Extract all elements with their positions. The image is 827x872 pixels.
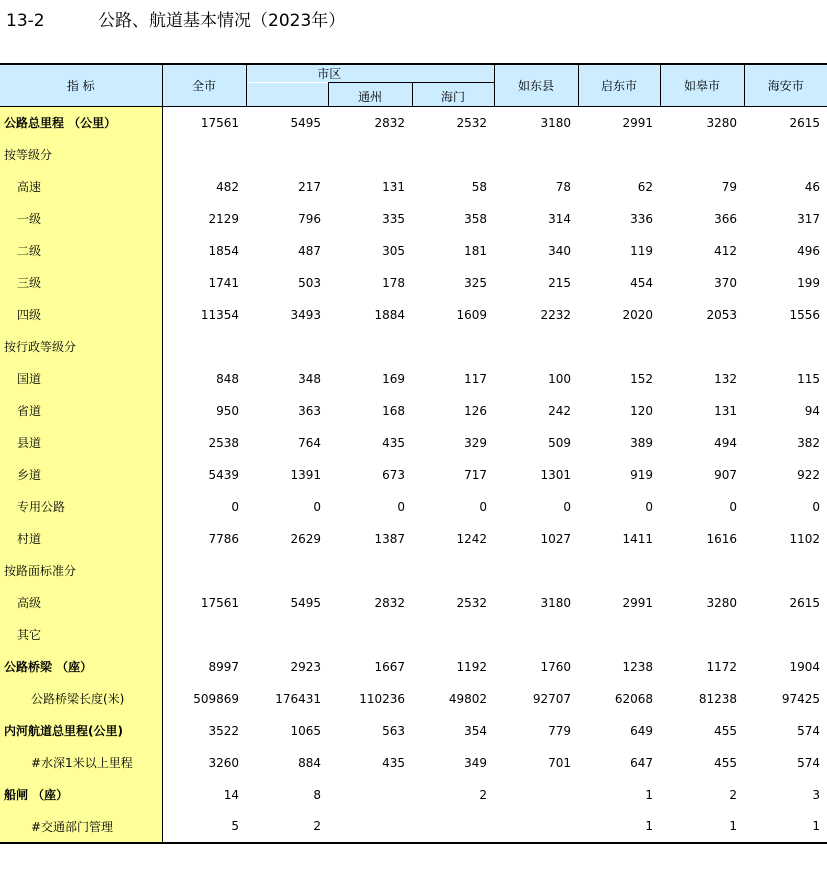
cell-value: 1609 <box>456 307 488 322</box>
row-label: #交通部门管理 <box>0 811 162 843</box>
table-row <box>0 523 827 555</box>
cell-value: 509 <box>548 435 572 450</box>
cell-value: 563 <box>382 723 406 738</box>
cell-value: 78 <box>555 179 572 194</box>
row-label: 高级 <box>0 587 162 619</box>
row-label: 内河航道总里程(公里) <box>0 715 162 747</box>
cell-value: 363 <box>298 403 321 418</box>
header-shiqu: 市区 <box>246 64 412 83</box>
cell-value: 115 <box>797 371 821 386</box>
cell-value: 2232 <box>540 307 572 322</box>
cell-value <box>578 619 660 651</box>
cell-value: 3180 <box>540 595 572 610</box>
row-label: 其它 <box>0 619 162 651</box>
cell-value: 126 <box>464 403 488 418</box>
header-rugao: 如皋市 <box>660 64 744 107</box>
cell-value: 349 <box>464 755 488 770</box>
cell-value <box>660 331 744 363</box>
cell-value: 0 <box>397 499 406 514</box>
cell-value: 1 <box>578 811 660 843</box>
cell-value: 950 <box>216 403 239 418</box>
cell-value: 92707 <box>532 691 572 706</box>
cell-value <box>328 555 412 587</box>
cell-value: 3 <box>812 787 821 802</box>
cell-value: 120 <box>630 403 654 418</box>
cell-value <box>494 555 578 587</box>
cell-value: 2615 <box>789 115 821 130</box>
cell-value: 2629 <box>290 531 321 546</box>
cell-value: 455 <box>714 723 738 738</box>
cell-value: 97425 <box>781 691 821 706</box>
cell-value: 62 <box>637 179 654 194</box>
cell-value: 1741 <box>208 275 239 290</box>
row-label: 按行政等级分 <box>0 331 162 363</box>
cell-value: 2129 <box>208 211 239 226</box>
cell-value: 131 <box>714 403 738 418</box>
table-row <box>0 107 827 139</box>
cell-value: 796 <box>298 211 321 226</box>
cell-value <box>412 619 494 651</box>
cell-value: 215 <box>548 275 572 290</box>
cell-value: 673 <box>382 467 406 482</box>
row-label: 省道 <box>0 395 162 427</box>
cell-value: 647 <box>630 755 654 770</box>
cell-value <box>660 555 744 587</box>
cell-value: 0 <box>729 499 738 514</box>
cell-value: 919 <box>630 467 654 482</box>
cell-value <box>744 331 827 363</box>
cell-value: 1172 <box>706 659 738 674</box>
cell-value: 336 <box>630 211 654 226</box>
cell-value: 3280 <box>706 595 738 610</box>
cell-value: 487 <box>298 243 321 258</box>
cell-value: 169 <box>382 371 406 386</box>
cell-value: 907 <box>714 467 738 482</box>
cell-value <box>246 331 328 363</box>
header-qidong: 启东市 <box>578 64 660 107</box>
table-row <box>0 587 827 619</box>
cell-value: 94 <box>804 403 821 418</box>
cell-value: 3493 <box>290 307 321 322</box>
row-label: 三级 <box>0 267 162 299</box>
cell-value: 382 <box>797 435 821 450</box>
cell-value: 199 <box>797 275 821 290</box>
cell-value: 412 <box>714 243 738 258</box>
cell-value: 389 <box>630 435 654 450</box>
table-row <box>0 395 827 427</box>
cell-value: 1411 <box>622 531 654 546</box>
cell-value: 335 <box>382 211 406 226</box>
cell-value: 2923 <box>290 659 321 674</box>
cell-value: 2615 <box>789 595 821 610</box>
row-label: 二级 <box>0 235 162 267</box>
row-label: 一级 <box>0 203 162 235</box>
cell-value: 1667 <box>374 659 406 674</box>
row-label: 公路总里程 （公里） <box>0 107 162 139</box>
cell-value: 435 <box>382 755 406 770</box>
cell-value: 152 <box>630 371 654 386</box>
cell-value <box>246 619 328 651</box>
cell-value: 81238 <box>698 691 738 706</box>
cell-value: 1854 <box>208 243 239 258</box>
cell-value: 701 <box>548 755 572 770</box>
cell-value <box>246 139 328 171</box>
cell-value: 5495 <box>290 115 321 130</box>
table-body <box>0 107 827 843</box>
cell-value: 779 <box>548 723 572 738</box>
cell-value: 117 <box>464 371 488 386</box>
cell-value: 2532 <box>456 595 488 610</box>
cell-value: 2 <box>729 787 738 802</box>
cell-value: 3180 <box>540 115 572 130</box>
cell-value: 7786 <box>208 531 239 546</box>
cell-value: 1556 <box>789 307 821 322</box>
table-row <box>0 267 827 299</box>
cell-value <box>328 811 412 843</box>
header-haimen: 海门 <box>412 83 494 107</box>
cell-value: 1242 <box>456 531 488 546</box>
header-rudong: 如东县 <box>494 64 578 107</box>
cell-value: 131 <box>382 179 406 194</box>
cell-value: 1760 <box>540 659 572 674</box>
cell-value: 3522 <box>208 723 239 738</box>
table-row <box>0 299 827 331</box>
cell-value: 494 <box>714 435 738 450</box>
table-row <box>0 555 827 587</box>
cell-value: 178 <box>382 275 406 290</box>
header-indicator: 指 标 <box>0 64 162 107</box>
cell-value: 1238 <box>622 659 654 674</box>
cell-value: 62068 <box>614 691 654 706</box>
cell-value <box>328 139 412 171</box>
cell-value <box>578 555 660 587</box>
cell-value: 0 <box>812 499 821 514</box>
cell-value: 2991 <box>622 595 654 610</box>
cell-value: 325 <box>464 275 488 290</box>
cell-value: 435 <box>382 435 406 450</box>
cell-value: 5439 <box>208 467 239 482</box>
cell-value: 2538 <box>208 435 239 450</box>
cell-value: 132 <box>714 371 738 386</box>
cell-value: 1065 <box>290 723 321 738</box>
data-table <box>0 63 827 844</box>
cell-value: 1391 <box>290 467 321 482</box>
cell-value: 1 <box>660 811 744 843</box>
cell-value: 454 <box>630 275 654 290</box>
cell-value: 100 <box>548 371 572 386</box>
cell-value: 649 <box>630 723 654 738</box>
cell-value: 110236 <box>359 691 406 706</box>
cell-value: 348 <box>298 371 321 386</box>
row-label: 船闸 （座） <box>0 779 162 811</box>
cell-value: 2 <box>479 787 488 802</box>
cell-value: 482 <box>216 179 239 194</box>
cell-value: 14 <box>223 787 239 802</box>
table-row <box>0 427 827 459</box>
table-row <box>0 651 827 683</box>
table-row <box>0 459 827 491</box>
cell-value: 2532 <box>456 115 488 130</box>
cell-value <box>578 139 660 171</box>
cell-value <box>412 555 494 587</box>
table-row <box>0 619 827 651</box>
row-label: 高速 <box>0 171 162 203</box>
cell-value <box>744 555 827 587</box>
cell-value: 366 <box>714 211 738 226</box>
header-haian: 海安市 <box>744 64 827 107</box>
row-label: 村道 <box>0 523 162 555</box>
cell-value <box>494 331 578 363</box>
cell-value <box>744 619 827 651</box>
cell-value: 5 <box>162 811 246 843</box>
cell-value: 574 <box>797 723 821 738</box>
cell-value: 168 <box>382 403 406 418</box>
cell-value: 1027 <box>540 531 572 546</box>
cell-value: 1 <box>744 811 827 843</box>
table-number: 13-2 <box>6 11 45 31</box>
cell-value: 496 <box>797 243 821 258</box>
table-row <box>0 331 827 363</box>
cell-value: 340 <box>548 243 572 258</box>
cell-value: 305 <box>382 243 406 258</box>
cell-value <box>162 555 246 587</box>
cell-value: 46 <box>804 179 821 194</box>
cell-value: 217 <box>298 179 321 194</box>
cell-value: 58 <box>471 179 488 194</box>
cell-value: 329 <box>464 435 488 450</box>
cell-value: 884 <box>298 755 321 770</box>
table-row <box>0 779 827 811</box>
cell-value: 1904 <box>789 659 821 674</box>
table-title-text: 公路、航道基本情况（2023年） <box>98 11 346 31</box>
cell-value <box>494 139 578 171</box>
cell-value <box>328 779 412 811</box>
cell-value: 354 <box>464 723 488 738</box>
cell-value: 1192 <box>456 659 488 674</box>
table-row <box>0 171 827 203</box>
cell-value <box>162 331 246 363</box>
cell-value: 317 <box>797 211 821 226</box>
header-shiqu-blank <box>246 83 328 107</box>
cell-value: 1 <box>645 787 654 802</box>
cell-value <box>328 619 412 651</box>
cell-value: 314 <box>548 211 572 226</box>
cell-value: 370 <box>714 275 738 290</box>
cell-value <box>494 619 578 651</box>
row-label: 四级 <box>0 299 162 331</box>
row-label: #水深1米以上里程 <box>0 747 162 779</box>
table-row <box>0 715 827 747</box>
cell-value: 79 <box>721 179 738 194</box>
row-label: 按等级分 <box>0 139 162 171</box>
cell-value: 11354 <box>200 307 239 322</box>
row-label: 县道 <box>0 427 162 459</box>
cell-value <box>412 811 494 843</box>
header-tongzhou: 通州 <box>328 83 412 107</box>
header-quanshi: 全市 <box>162 64 246 107</box>
cell-value: 1884 <box>374 307 406 322</box>
cell-value: 8 <box>313 787 321 802</box>
row-label: 国道 <box>0 363 162 395</box>
table-row <box>0 811 827 843</box>
cell-value: 1387 <box>374 531 406 546</box>
cell-value: 1616 <box>706 531 738 546</box>
cell-value <box>494 811 578 843</box>
cell-value <box>660 619 744 651</box>
cell-value: 455 <box>714 755 738 770</box>
table-row <box>0 491 827 523</box>
cell-value: 922 <box>797 467 821 482</box>
table-row <box>0 747 827 779</box>
table-row <box>0 363 827 395</box>
cell-value: 5495 <box>290 595 321 610</box>
cell-value: 764 <box>298 435 321 450</box>
cell-value: 2991 <box>622 115 654 130</box>
cell-value: 2832 <box>374 115 406 130</box>
table-row <box>0 235 827 267</box>
row-label: 公路桥梁长度(米) <box>0 683 162 715</box>
cell-value: 848 <box>216 371 239 386</box>
cell-value: 0 <box>645 499 654 514</box>
cell-value: 717 <box>464 467 488 482</box>
cell-value: 176431 <box>275 691 321 706</box>
cell-value: 0 <box>479 499 488 514</box>
cell-value: 17561 <box>200 115 239 130</box>
cell-value <box>578 331 660 363</box>
cell-value: 2 <box>246 811 328 843</box>
cell-value: 1301 <box>540 467 572 482</box>
cell-value: 17561 <box>200 595 239 610</box>
cell-value: 0 <box>231 499 239 514</box>
cell-value <box>412 331 494 363</box>
cell-value <box>246 555 328 587</box>
cell-value <box>744 139 827 171</box>
row-label: 公路桥梁 （座） <box>0 651 162 683</box>
row-label: 按路面标准分 <box>0 555 162 587</box>
cell-value: 3280 <box>706 115 738 130</box>
cell-value: 119 <box>630 243 654 258</box>
cell-value <box>328 331 412 363</box>
cell-value: 358 <box>464 211 488 226</box>
row-label: 专用公路 <box>0 491 162 523</box>
cell-value: 503 <box>298 275 321 290</box>
cell-value <box>660 139 744 171</box>
table-row <box>0 203 827 235</box>
cell-value: 49802 <box>448 691 488 706</box>
cell-value: 0 <box>563 499 572 514</box>
cell-value: 2832 <box>374 595 406 610</box>
table-title <box>6 6 345 32</box>
cell-value: 8997 <box>208 659 239 674</box>
cell-value <box>162 139 246 171</box>
cell-value: 2020 <box>622 307 654 322</box>
cell-value: 1102 <box>789 531 821 546</box>
cell-value <box>412 139 494 171</box>
row-label: 乡道 <box>0 459 162 491</box>
cell-value: 242 <box>548 403 572 418</box>
cell-value <box>494 779 578 811</box>
table-row <box>0 683 827 715</box>
cell-value <box>162 619 246 651</box>
table-header <box>0 64 827 107</box>
cell-value: 2053 <box>706 307 738 322</box>
table-row <box>0 139 827 171</box>
cell-value: 0 <box>313 499 321 514</box>
header-shiqu-span <box>412 64 494 83</box>
cell-value: 181 <box>464 243 488 258</box>
cell-value: 574 <box>797 755 821 770</box>
cell-value: 509869 <box>193 691 239 706</box>
cell-value: 3260 <box>208 755 239 770</box>
